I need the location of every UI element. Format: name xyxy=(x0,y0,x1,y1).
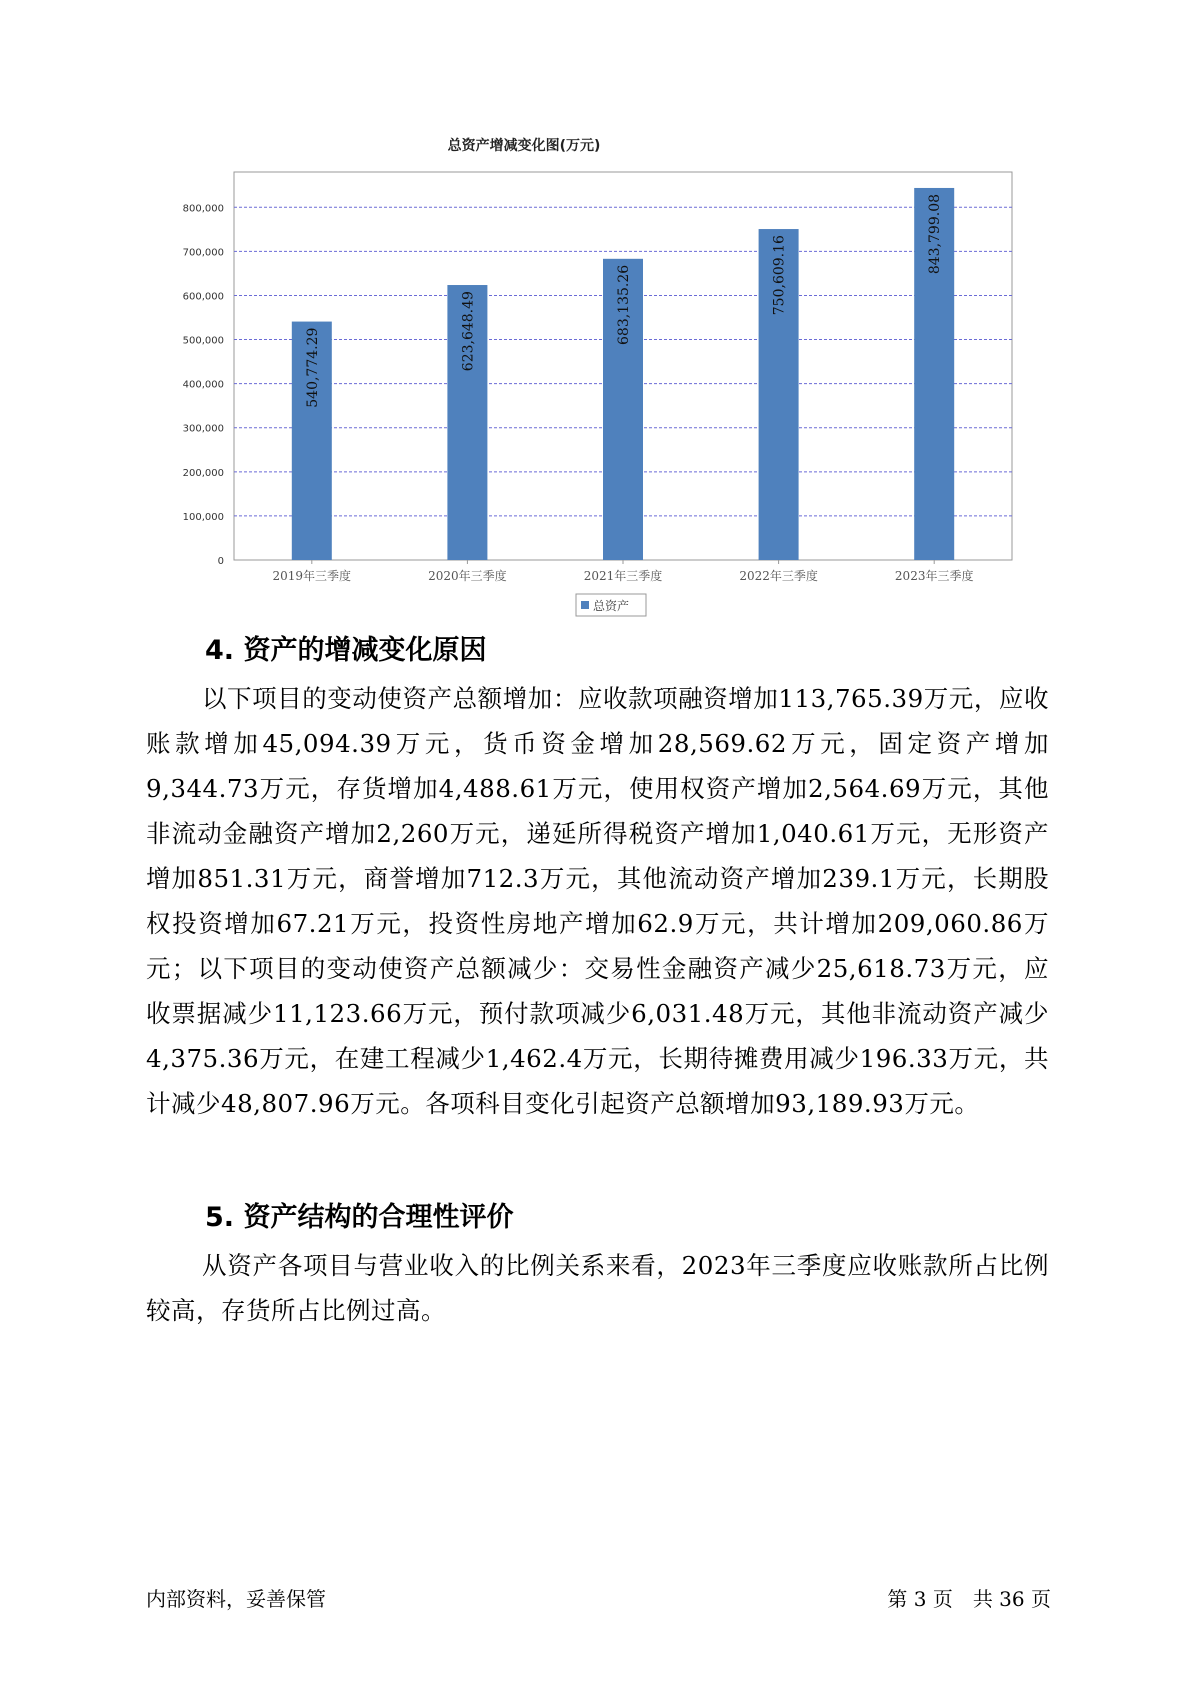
y-tick-label: 700,000 xyxy=(182,247,224,259)
legend-label: 总资产 xyxy=(593,599,630,613)
section5-paragraph: 从资产各项目与营业收入的比例关系来看，2023年三季度应收账款所占比例较高，存货所占比例过高。 xyxy=(146,1251,1049,1325)
footer-note: 内部资料，妥善保管 xyxy=(146,1587,326,1611)
y-tick-label: 400,000 xyxy=(182,379,224,391)
legend-swatch xyxy=(581,601,589,609)
bar-data-label: 623,648.49 xyxy=(460,291,477,372)
x-tick-label: 2019年三季度 xyxy=(272,569,352,583)
bar-data-label: 540,774.29 xyxy=(304,327,321,408)
bar-data-label: 843,799.08 xyxy=(927,193,944,275)
section4-paragraph: 以下项目的变动使资产总额增加：应收款项融资增加113,765.39万元，应收账款增加45,094.39万元，货币资金增加28,569.62万元，固定资产增加9,344.73万元，存货增加4,488.61万元，使用权资产增加2,564.69万元，其他非流动金融资产增加2,260万元，递延所得税资产增加1,040.61万元，无形资产增加851.31万元，商誉增加712.3万元，其他流动资产增加239.1万元，长期股权投资增加67.21万元，投资性房地产增加62.9万元，共计增加209,060.86万元；以下项目的变动使资产总额减少：交易性金融资产减少25,618.73万元，应收票据减少11,123.66万元，预付款项减少6,031.48万元，其他非流动资产减少4,375.36万元，在建工程减少1,462.4万元，长期待摊费用减少196.33万元，共计减少48,807.96万元。各项科目变化引起资产总额增加93,189.93万元。 xyxy=(146,684,1049,1118)
section5-heading: 5. 资产结构的合理性评价 xyxy=(205,1202,514,1233)
x-tick-label: 2022年三季度 xyxy=(739,569,818,583)
y-tick-label: 100,000 xyxy=(182,511,224,523)
x-tick-label: 2023年三季度 xyxy=(894,569,974,583)
y-tick-label: 600,000 xyxy=(182,291,224,303)
y-tick-label: 200,000 xyxy=(182,467,224,479)
total-assets-chart xyxy=(150,130,1030,613)
section4-heading: 4. 资产的增减变化原因 xyxy=(205,635,487,666)
y-tick-label: 500,000 xyxy=(182,335,224,347)
y-tick-label: 300,000 xyxy=(182,423,224,435)
bar-data-label: 683,135.26 xyxy=(616,264,632,345)
y-tick-label: 800,000 xyxy=(182,203,224,215)
chart-svg xyxy=(150,130,1030,613)
bar-data-label: 750,609.16 xyxy=(771,235,788,316)
x-tick-label: 2021年三季度 xyxy=(583,569,663,583)
footer-page-number: 第 3 页 共 36 页 xyxy=(887,1587,1051,1611)
x-tick-label: 2020年三季度 xyxy=(428,569,507,583)
y-tick-label: 0 xyxy=(217,556,224,567)
chart-title: 总资产增减变化图(万元) xyxy=(447,138,601,154)
